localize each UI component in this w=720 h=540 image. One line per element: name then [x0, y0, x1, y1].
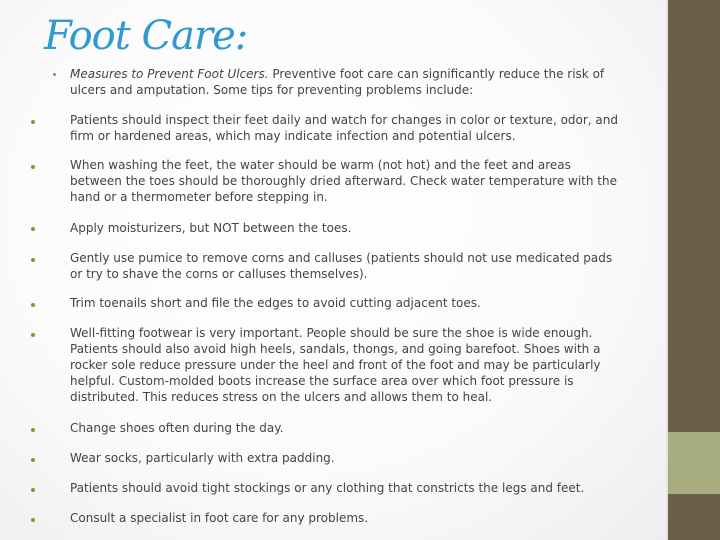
- strip-accent-block: [668, 432, 720, 494]
- list-item: Wear socks, particularly with extra padding.: [70, 451, 335, 465]
- list-item: Patients should avoid tight stockings or any clothing that constricts the legs and feet.: [70, 481, 585, 495]
- list-item: When washing the feet, the water should be warm (not hot) and the feet and areas between the toes should be thoroughly dried afterward. Check water temperature with the hand or a thermometer before stepping in.: [70, 158, 618, 204]
- list-item: Consult a specialist in foot care for any problems.: [70, 511, 369, 525]
- bullet-marker: [31, 120, 35, 124]
- sub-bullet-marker: [53, 73, 56, 76]
- bullet-marker: [31, 165, 35, 169]
- bullet-marker: [31, 333, 35, 337]
- bullet-marker: [31, 303, 35, 307]
- bullet-marker: [31, 227, 35, 231]
- list-item: Well-fitting footwear is very important. People should be sure the shoe is wide enough. Patients should also avoid high heels, sandals, thongs, and going barefoot. Shoes with a rocker sole reduce pressure under the heel and front of the foot and may be particularly helpful. Custom-molded boots increase the surface area over which foot pressure is distributed. This reduces stress on the ulcers and allows them to heal.: [70, 326, 601, 404]
- slide-title: Foot Care:: [44, 13, 248, 59]
- bullet-marker: [31, 518, 35, 522]
- list-item: Apply moisturizers, but NOT between the toes.: [70, 221, 352, 235]
- intro-paragraph: [70, 66, 626, 98]
- list-item: Trim toenails short and file the edges to avoid cutting adjacent toes.: [70, 296, 481, 310]
- bullet-marker: [31, 488, 35, 492]
- list-item: Change shoes often during the day.: [70, 421, 284, 435]
- bullet-marker: [31, 258, 35, 262]
- side-decoration-strip: [666, 0, 720, 540]
- list-item: Gently use pumice to remove corns and calluses (patients should not use medicated pads or try to shave the corns or calluses themselves).: [70, 251, 613, 281]
- list-item: Patients should inspect their feet daily and watch for changes in color or texture, odor, and firm or hardened areas, which may indicate infection and potential ulcers.: [70, 113, 619, 143]
- bullet-marker: [31, 428, 35, 432]
- bullet-marker: [31, 458, 35, 462]
- intro-lead: Measures to Prevent Foot Ulcers.: [70, 67, 269, 81]
- intro-text: Preventive foot care can significantly reduce the risk of ulcers and amputation. Some tips for preventing problems include:: [70, 67, 605, 97]
